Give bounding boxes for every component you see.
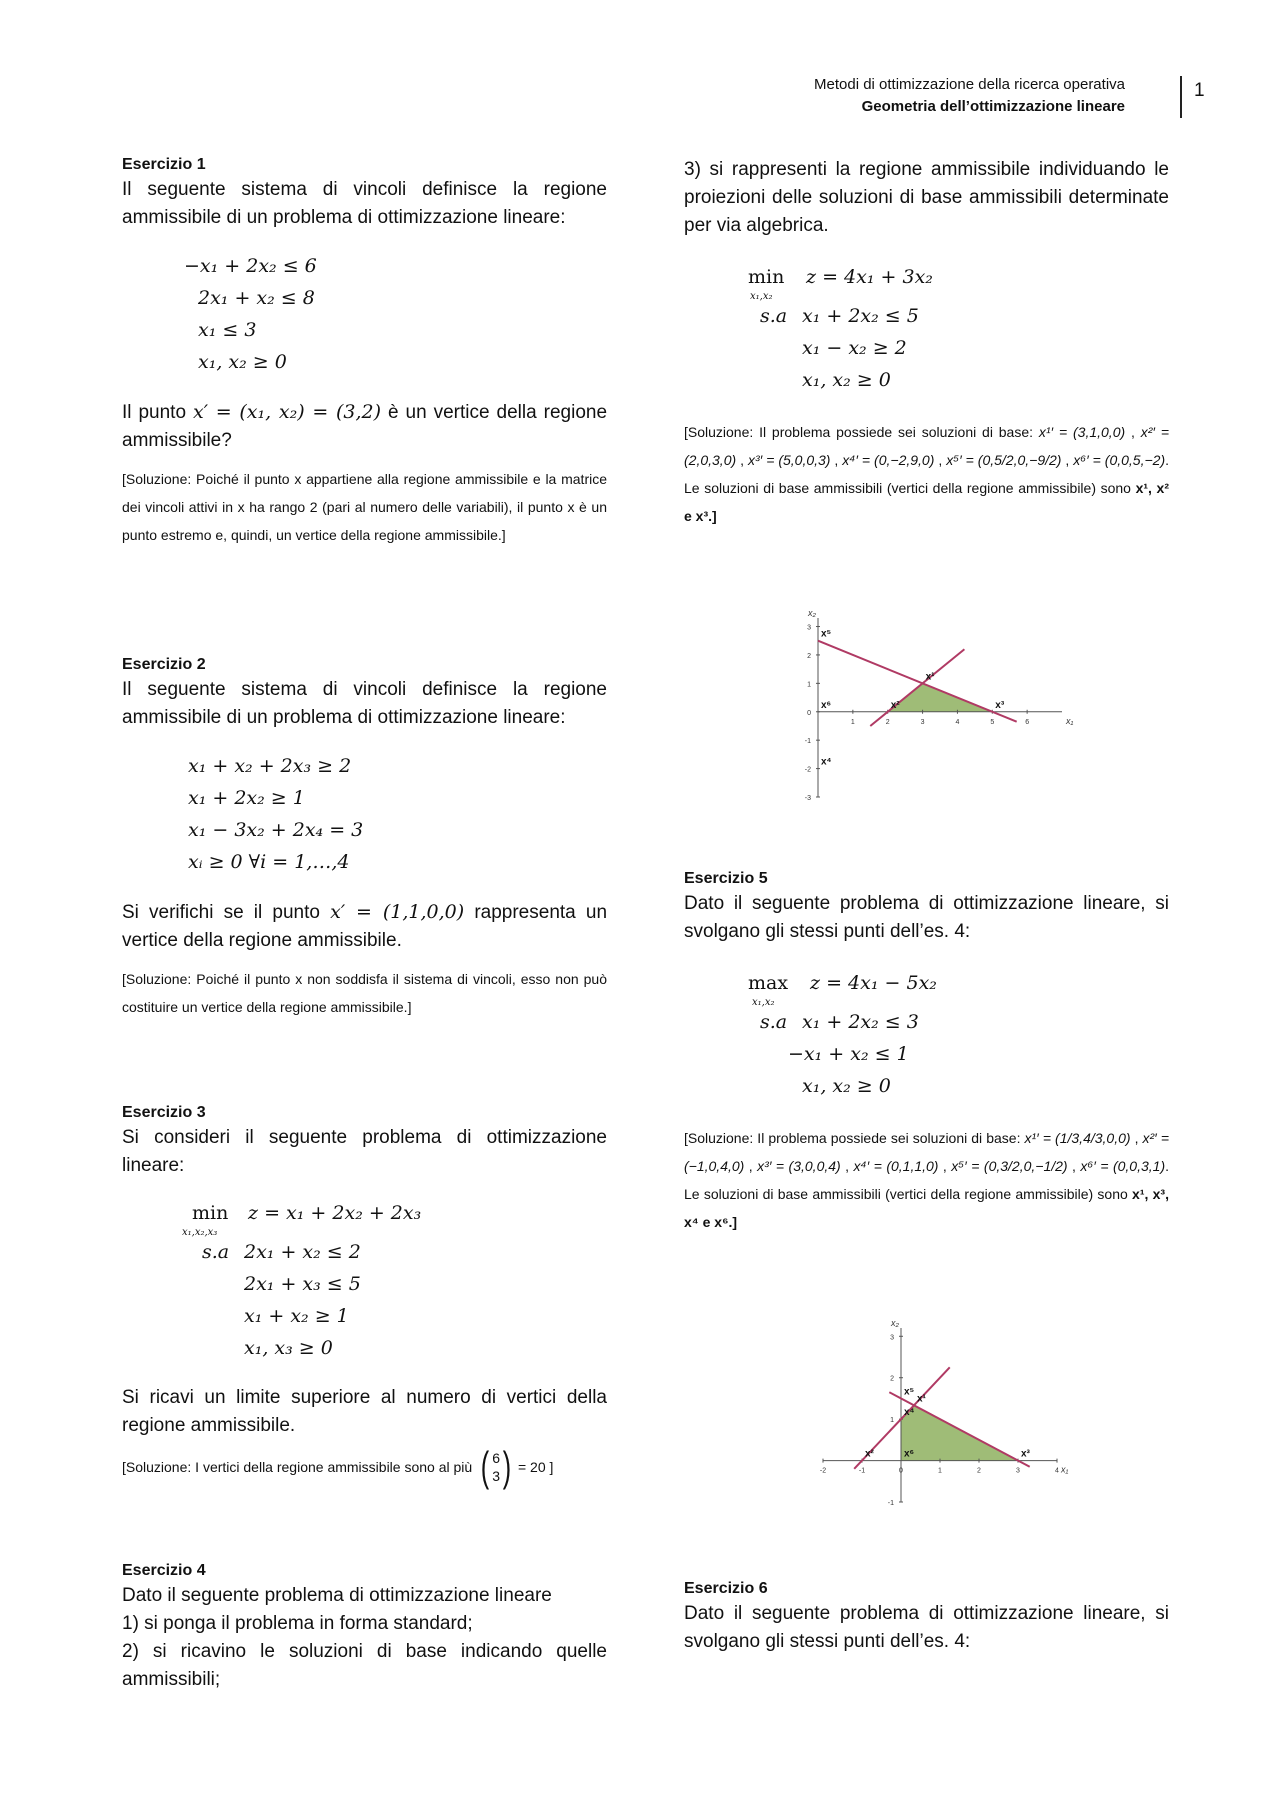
page-number: 1 [1194,80,1205,101]
constraint: −x₁ + x₂ ≤ 1 [788,1043,909,1065]
vertex-label: x⁴ [904,1407,915,1419]
objective-function: z = 4x₁ + 3x₂ [806,266,933,288]
basic-solution: x⁵′ = (0,3/2,0,−1/2) [951,1158,1068,1174]
exercise-5-heading: Esercizio 5 [684,870,768,887]
exercise-5-plot [805,1310,1075,1520]
st-label: s.a [202,1241,230,1263]
header-divider [1180,76,1182,118]
constraint-row [192,1236,607,1268]
x-tick-label: 5 [990,718,995,726]
basic-solution: x⁶′ = (0,0,5,−2) [1073,452,1166,468]
basic-solution: x³′ = (3,0,0,4) [757,1158,841,1174]
x-tick-label: 1 [938,1467,942,1475]
constraint: x₁, x₃ ≥ 0 [244,1337,333,1359]
objective-function: z = 4x₁ − 5x₂ [810,972,937,994]
exercise-4 [122,1560,607,1694]
objective-vars: x₁,x₂ [752,997,775,1008]
constraint: 2x₁ + x₂ ≤ 8 [198,287,315,309]
constraint: x₁ ≤ 3 [198,319,257,341]
exercise-3-question: Si ricavi un limite superiore al numero di vertici della regione ammissibile. [122,1387,607,1436]
exercise-4-plot [800,600,1080,815]
vertex-label: x⁴ [821,756,832,768]
header-subtitle: Geometria dell’ottimizzazione lineare [861,98,1125,115]
exercise-6-text: Dato il seguente problema di ottimizzazione lineare, si svolgano gli stessi punti dell’es. 4: [684,1603,1169,1652]
exercise-3-text: Si consideri il seguente problema di ottimizzazione lineare: [122,1127,607,1176]
exercise-4-heading: Esercizio 4 [122,1562,206,1579]
constraint: x₁ − x₂ ≥ 2 [802,337,907,359]
x-tick-label: 3 [1016,1467,1020,1475]
constraint: x₁ + x₂ + 2x₃ ≥ 2 [188,755,352,777]
exercise-1-heading: Esercizio 1 [122,156,206,173]
st-label: s.a [760,305,788,327]
exercise-4-solution: [Soluzione: Il problema possiede sei soluzioni di base: x¹′ = (3,1,0,0) , x²′ = (2,0,3,0) , x³′ = (5,0,0,3) , x⁴′ = (0,−2,9,0) , x⁵′ = (0,5/2,0,−9/2) , x⁶′ = (0,0,5,−2). Le soluzioni di base ammissibili (vertici della regione ammissibile) sono x¹, x² e x³.] [684,424,1170,524]
x-tick-label: 1 [850,718,855,726]
exercise-5-text: Dato il seguente problema di ottimizzazione lineare, si svolgano gli stessi punti dell’es. 4: [684,893,1169,942]
x-axis-label: x₁ [1061,1464,1069,1475]
x-tick-label: -1 [858,1467,866,1475]
y-axis-label: x₂ [808,608,816,618]
exercise-6 [684,1578,1169,1656]
basic-solution: x¹′ = (3,1,0,0) [1038,424,1126,440]
exercise-1-constraints [184,250,607,378]
vertex-label: x⁵ [821,628,832,640]
basic-solution: x⁴′ = (0,1,1,0) [853,1158,939,1174]
constraint: x₁, x₂ ≥ 0 [802,1075,891,1097]
y-tick-label: 3 [890,1334,894,1342]
x-tick-label: 3 [920,718,925,726]
objective-vars: x₁,x₂ [750,291,773,302]
exercise-4-line: 2) si ricavino le soluzioni di base indicando quelle ammissibili; [122,1641,607,1690]
vertex-label: x⁶ [904,1448,915,1460]
y-tick-label: 2 [807,652,811,660]
solution-text: [Soluzione: I vertici della regione ammissibile sono al più [122,1459,473,1475]
x-tick-label: 2 [977,1467,981,1475]
x-axis-label: x₁ [1066,715,1074,726]
y-tick-label: 1 [807,681,811,689]
exercise-6-heading: Esercizio 6 [684,1580,768,1597]
y-tick-label: 0 [807,709,811,717]
x-tick-label: 6 [1025,718,1030,726]
constraint: xᵢ ≥ 0 ∀i = 1,…,4 [188,851,350,873]
basic-solution: x⁴′ = (0,−2,9,0) [842,452,935,468]
exercise-4-line: Dato il seguente problema di ottimizzazione lineare [122,1585,552,1606]
exercise-2-heading: Esercizio 2 [122,656,206,673]
constraint: 2x₁ + x₃ ≤ 5 [244,1273,361,1295]
vertex-label: x⁶ [821,699,832,711]
feasible-vertices: x¹, x³, x⁴ e x⁶.] [684,1186,1169,1230]
solution-text: . Le soluzioni di base ammissibili (vertici della regione ammissibile) sono [684,1158,1169,1202]
feasible-vertices: x¹, x² e x³.] [684,480,1169,524]
binom-bottom: 3 [492,1468,500,1484]
exercise-1-text: Il seguente sistema di vincoli definisce la regione ammissibile di un problema di ottimizzazione lineare: [122,179,607,228]
constraint: x₁, x₂ ≥ 0 [802,369,891,391]
exercise-3-problem [182,1198,607,1364]
objective-op: min x₁,x₂ [748,262,800,292]
feasible-region [888,683,993,711]
basic-solution: x⁶′ = (0,0,3,1) [1080,1158,1166,1174]
vertex-label: x² [865,1448,874,1460]
x-tick-label: 0 [899,1467,903,1475]
basic-solution: x¹′ = (1/3,4/3,0,0) [1024,1130,1131,1146]
constraint: x₁ + x₂ ≥ 1 [244,1305,349,1327]
x-tick-label: 4 [1055,1467,1059,1475]
exercise-5-solution: [Soluzione: Il problema possiede sei soluzioni di base: x¹′ = (1/3,4/3,0,0) , x²′ = (−1,0,4,0) , x³′ = (3,0,0,4) , x⁴′ = (0,1,1,0) , x⁵′ = (0,3/2,0,−1/2) , x⁶′ = (0,0,3,1). Le soluzioni di base ammissibili (vertici della regione ammissibile) sono x¹, x³, x⁴ e x⁶.] [684,1130,1170,1230]
solution-text: [Soluzione: Il problema possiede sei soluzioni di base: [684,1130,1021,1146]
y-axis-label: x₂ [891,1318,899,1328]
exercise-2-solution: [Soluzione: Poiché il punto x non soddisfa il sistema di vincoli, esso non può costituire un vertice della regione ammissibile.] [122,971,607,1015]
basic-solution: x²′ = (2,0,3,0) [684,424,1170,468]
header-title: Metodi di ottimizzazione della ricerca operativa [814,76,1125,93]
basic-solution: x³′ = (5,0,0,3) [747,452,831,468]
question-point: x′ = (x₁, x₂) = (3,2) [192,401,382,423]
y-tick-label: 2 [890,1375,894,1383]
y-tick-label: -2 [804,766,811,774]
constraint: x₁ − 3x₂ + 2x₄ = 3 [188,819,364,841]
vertex-label: x¹ [916,1393,926,1405]
binom-top: 6 [492,1450,500,1466]
vertex-label: x² [890,699,900,711]
vertex-label: x³ [1021,1448,1030,1460]
y-tick-label: -1 [887,1500,894,1507]
question-text: Il punto [122,402,187,423]
solution-text: . Le soluzioni di base ammissibili (vertici della regione ammissibile) sono [684,452,1169,496]
constraint: x₁ + 2x₂ ≥ 1 [188,787,305,809]
page-header [814,74,1125,118]
binomial-coefficient: ( 6 3 ) [480,1443,512,1490]
constraint: x₁ + 2x₂ ≤ 3 [802,1011,919,1033]
solution-text: [Soluzione: Il problema possiede sei soluzioni di base: [684,424,1034,440]
exercise-4-line: 1) si ponga il problema in forma standard; [122,1613,473,1634]
solution-end: = 20 ] [517,1459,554,1475]
basic-solution: x⁵′ = (0,5/2,0,−9/2) [946,452,1062,468]
objective-vars: x₁,x₂,x₃ [182,1227,218,1238]
y-tick-label: 1 [890,1417,894,1425]
exercise-3-solution [122,1443,607,1490]
exercise-2-constraints [188,750,607,878]
objective-op: min x₁,x₂,x₃ [192,1198,242,1228]
y-tick-label: -3 [804,795,811,802]
exercise-4-continued [684,156,1169,530]
vertex-label: x⁵ [904,1386,915,1398]
basic-solution: x²′ = (−1,0,4,0) [684,1130,1170,1174]
objective-row [748,968,1169,1006]
exercise-4-problem [748,262,1169,396]
st-label: s.a [760,1011,788,1033]
exercise-5-problem [748,968,1169,1102]
question-text: rappresenta un vertice della regione ammissibile. [122,902,608,951]
exercise-2-question [122,898,607,955]
constraint-line [870,649,964,726]
exercise-2 [122,654,607,1021]
exercise-1-question [122,398,607,455]
constraint-row [748,1006,1169,1038]
exercise-4-point-3: 3) si rappresenti la regione ammissibile individuando le proiezioni delle soluzioni di base ammissibili determinate per via algebrica. [684,159,1169,236]
objective-row [182,1198,607,1238]
exercise-1 [122,154,607,549]
constraint: 2x₁ + x₂ ≤ 2 [244,1241,361,1263]
objective-function: z = x₁ + 2x₂ + 2x₃ [248,1202,422,1224]
x-tick-label: 4 [955,718,960,726]
vertex-label: x¹ [925,671,935,683]
question-text: Si verifichi se il punto [122,902,320,923]
x-tick-label: 2 [885,718,890,726]
constraint: −x₁ + 2x₂ ≤ 6 [184,255,317,277]
constraint: x₁ + 2x₂ ≤ 5 [802,305,919,327]
y-tick-label: 3 [807,624,811,632]
exercise-1-solution: [Soluzione: Poiché il punto x appartiene alla regione ammissibile e la matrice dei vincoli attivi in x ha rango 2 (pari al numero delle variabili), il punto x è un punto estremo e, quindi, un vertice della regione ammissibile.] [122,471,607,543]
exercise-3 [122,1102,607,1488]
vertex-label: x³ [995,699,1005,711]
objective-row [748,262,1169,300]
constraint: x₁, x₂ ≥ 0 [198,351,287,373]
x-tick-label: -2 [819,1467,827,1475]
question-text: è un vertice della regione ammissibile? [122,402,608,451]
objective-op: max x₁,x₂ [748,968,804,998]
exercise-5 [684,868,1169,1236]
exercise-2-text: Il seguente sistema di vincoli definisce la regione ammissibile di un problema di ottimizzazione lineare: [122,679,607,728]
exercise-3-heading: Esercizio 3 [122,1104,206,1121]
constraint-row [748,300,1169,332]
y-tick-label: -1 [804,738,811,746]
question-point: x′ = (1,1,0,0) [330,901,465,923]
